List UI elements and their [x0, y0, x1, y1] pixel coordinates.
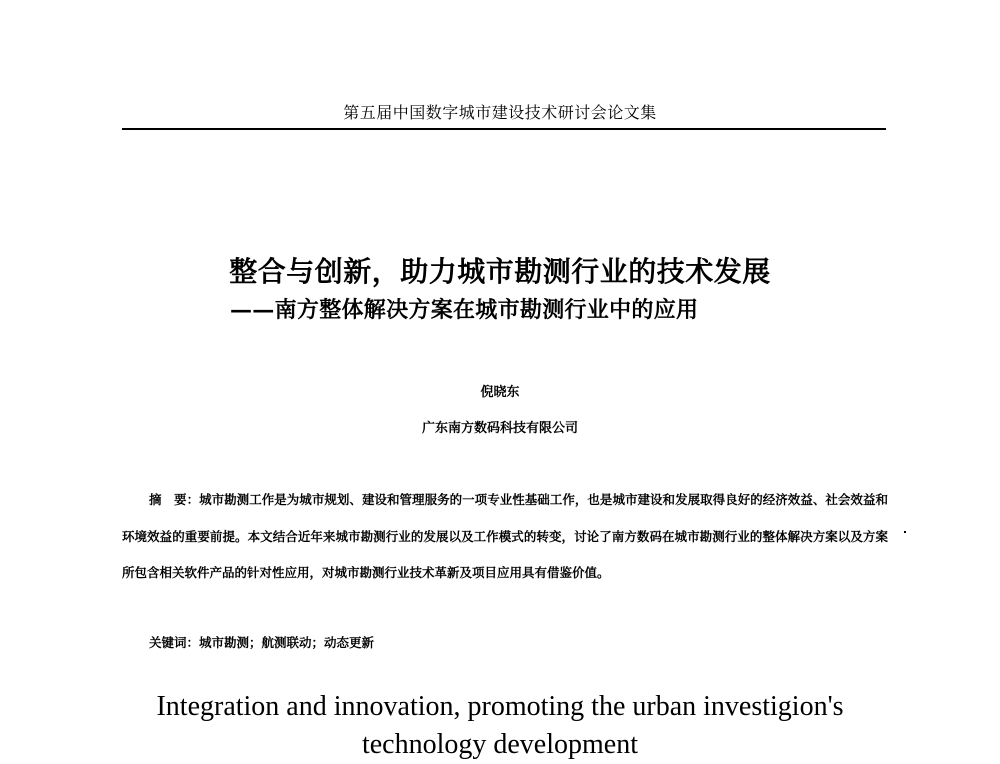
author-name: 倪晓东 [480, 385, 520, 400]
paper-subtitle: ——南方整体解决方案在城市勘测行业中的应用 [230, 297, 699, 323]
english-title [0, 688, 1000, 764]
keywords [149, 633, 374, 651]
abstract-text: 城市勘测工作是为城市规划、建设和管理服务的一项专业性基础工作，也是城市建设和发展取得良好的经济效益、社会效益和环境效益的重要前提。本文结合近年来城市勘测行业的发展以及工作模式的转变，讨论了南方数码在城市勘测行业的整体解决方案以及方案所包含相关软件产品的针对性应用，对城市勘测行业技术革新及项目应用具有借鉴价值。 [122, 492, 888, 580]
scan-speck [904, 531, 906, 533]
running-header: 第五届中国数字城市建设技术研讨会论文集 [343, 103, 657, 122]
english-title-line-1: Integration and innovation, promoting the urban investigion's [156, 691, 844, 722]
abstract [122, 482, 888, 592]
english-title-line-2: technology development [361, 729, 639, 760]
keywords-label: 关键词： [149, 635, 200, 650]
paper-title: 整合与创新，助力城市勘测行业的技术发展 [229, 255, 771, 288]
header-rule [122, 128, 886, 130]
author-affiliation: 广东南方数码科技有限公司 [421, 421, 578, 436]
abstract-label: 摘 要： [149, 492, 200, 507]
keywords-text: 城市勘测；航测联动；动态更新 [199, 635, 375, 650]
abstract-paragraph [122, 482, 888, 592]
